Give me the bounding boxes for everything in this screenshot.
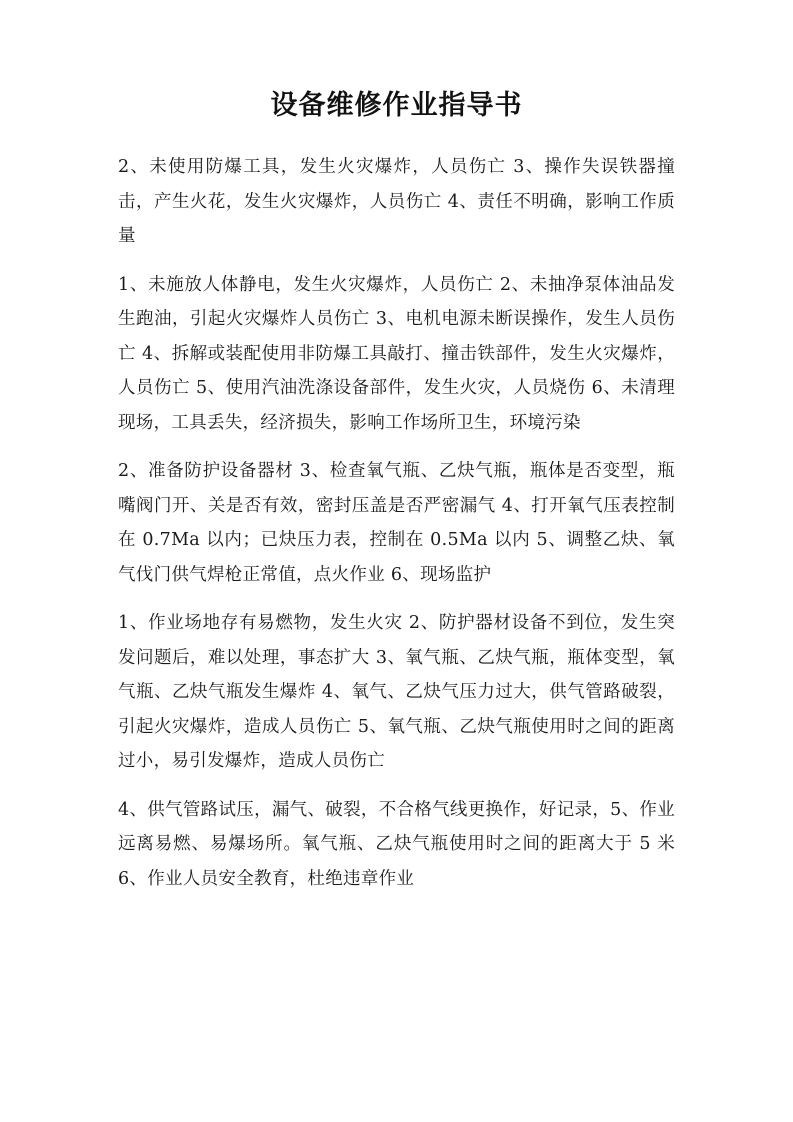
paragraph-3: 2、准备防护设备器材 3、检查氧气瓶、乙炔气瓶，瓶体是否变型，瓶嘴阀门开、关是否有效，密封压盖是否严密漏气 4、打开氧气压表控制在 0.7Ma 以内；已炔压力表，控制在 0.5Ma 以内 5、调整乙炔、氧气伐门供气焊枪正常值，点火作业 6、现场监护 — [118, 461, 675, 585]
paragraph-1: 2、未使用防爆工具，发生火灾爆炸，人员伤亡 3、操作失误铁器撞击，产生火花，发生火灾爆炸，人员伤亡 4、责任不明确，影响工作质量 — [118, 157, 675, 247]
document-title: 设备维修作业指导书 — [270, 90, 523, 121]
paragraph-4: 1、作业场地存有易燃物，发生火灾 2、防护器材设备不到位，发生突发问题后，难以处理，事态扩大 3、氧气瓶、乙炔气瓶，瓶体变型，氧气瓶、乙炔气瓶发生爆炸 4、氧气、乙炔气压力过大，供气管路破裂，引起火灾爆炸，造成人员伤亡 5、氧气瓶、乙炔气瓶使用时之间的距离过小，易引发爆炸，造成人员伤亡 — [118, 613, 675, 772]
paragraph-5: 4、供气管路试压，漏气、破裂，不合格气线更换作，好记录，5、作业远离易燃、易爆场所。氧气瓶、乙炔气瓶使用时之间的距离大于 5 米 6、作业人员安全教育，杜绝违章作业 — [118, 799, 675, 889]
paragraph-2: 1、未施放人体静电，发生火灾爆炸，人员伤亡 2、未抽净泵体油品发生跑油，引起火灾爆炸人员伤亡 3、电机电源未断误操作，发生人员伤亡 4、拆解或装配使用非防爆工具敲打、撞击铁部件，发生火灾爆炸，人员伤亡 5、使用汽油洗涤设备部件，发生火灾，人员烧伤 6、未清理现场，工具丢失，经济损失，影响工作场所卫生，环境污染 — [118, 274, 675, 433]
document-body — [118, 150, 675, 896]
